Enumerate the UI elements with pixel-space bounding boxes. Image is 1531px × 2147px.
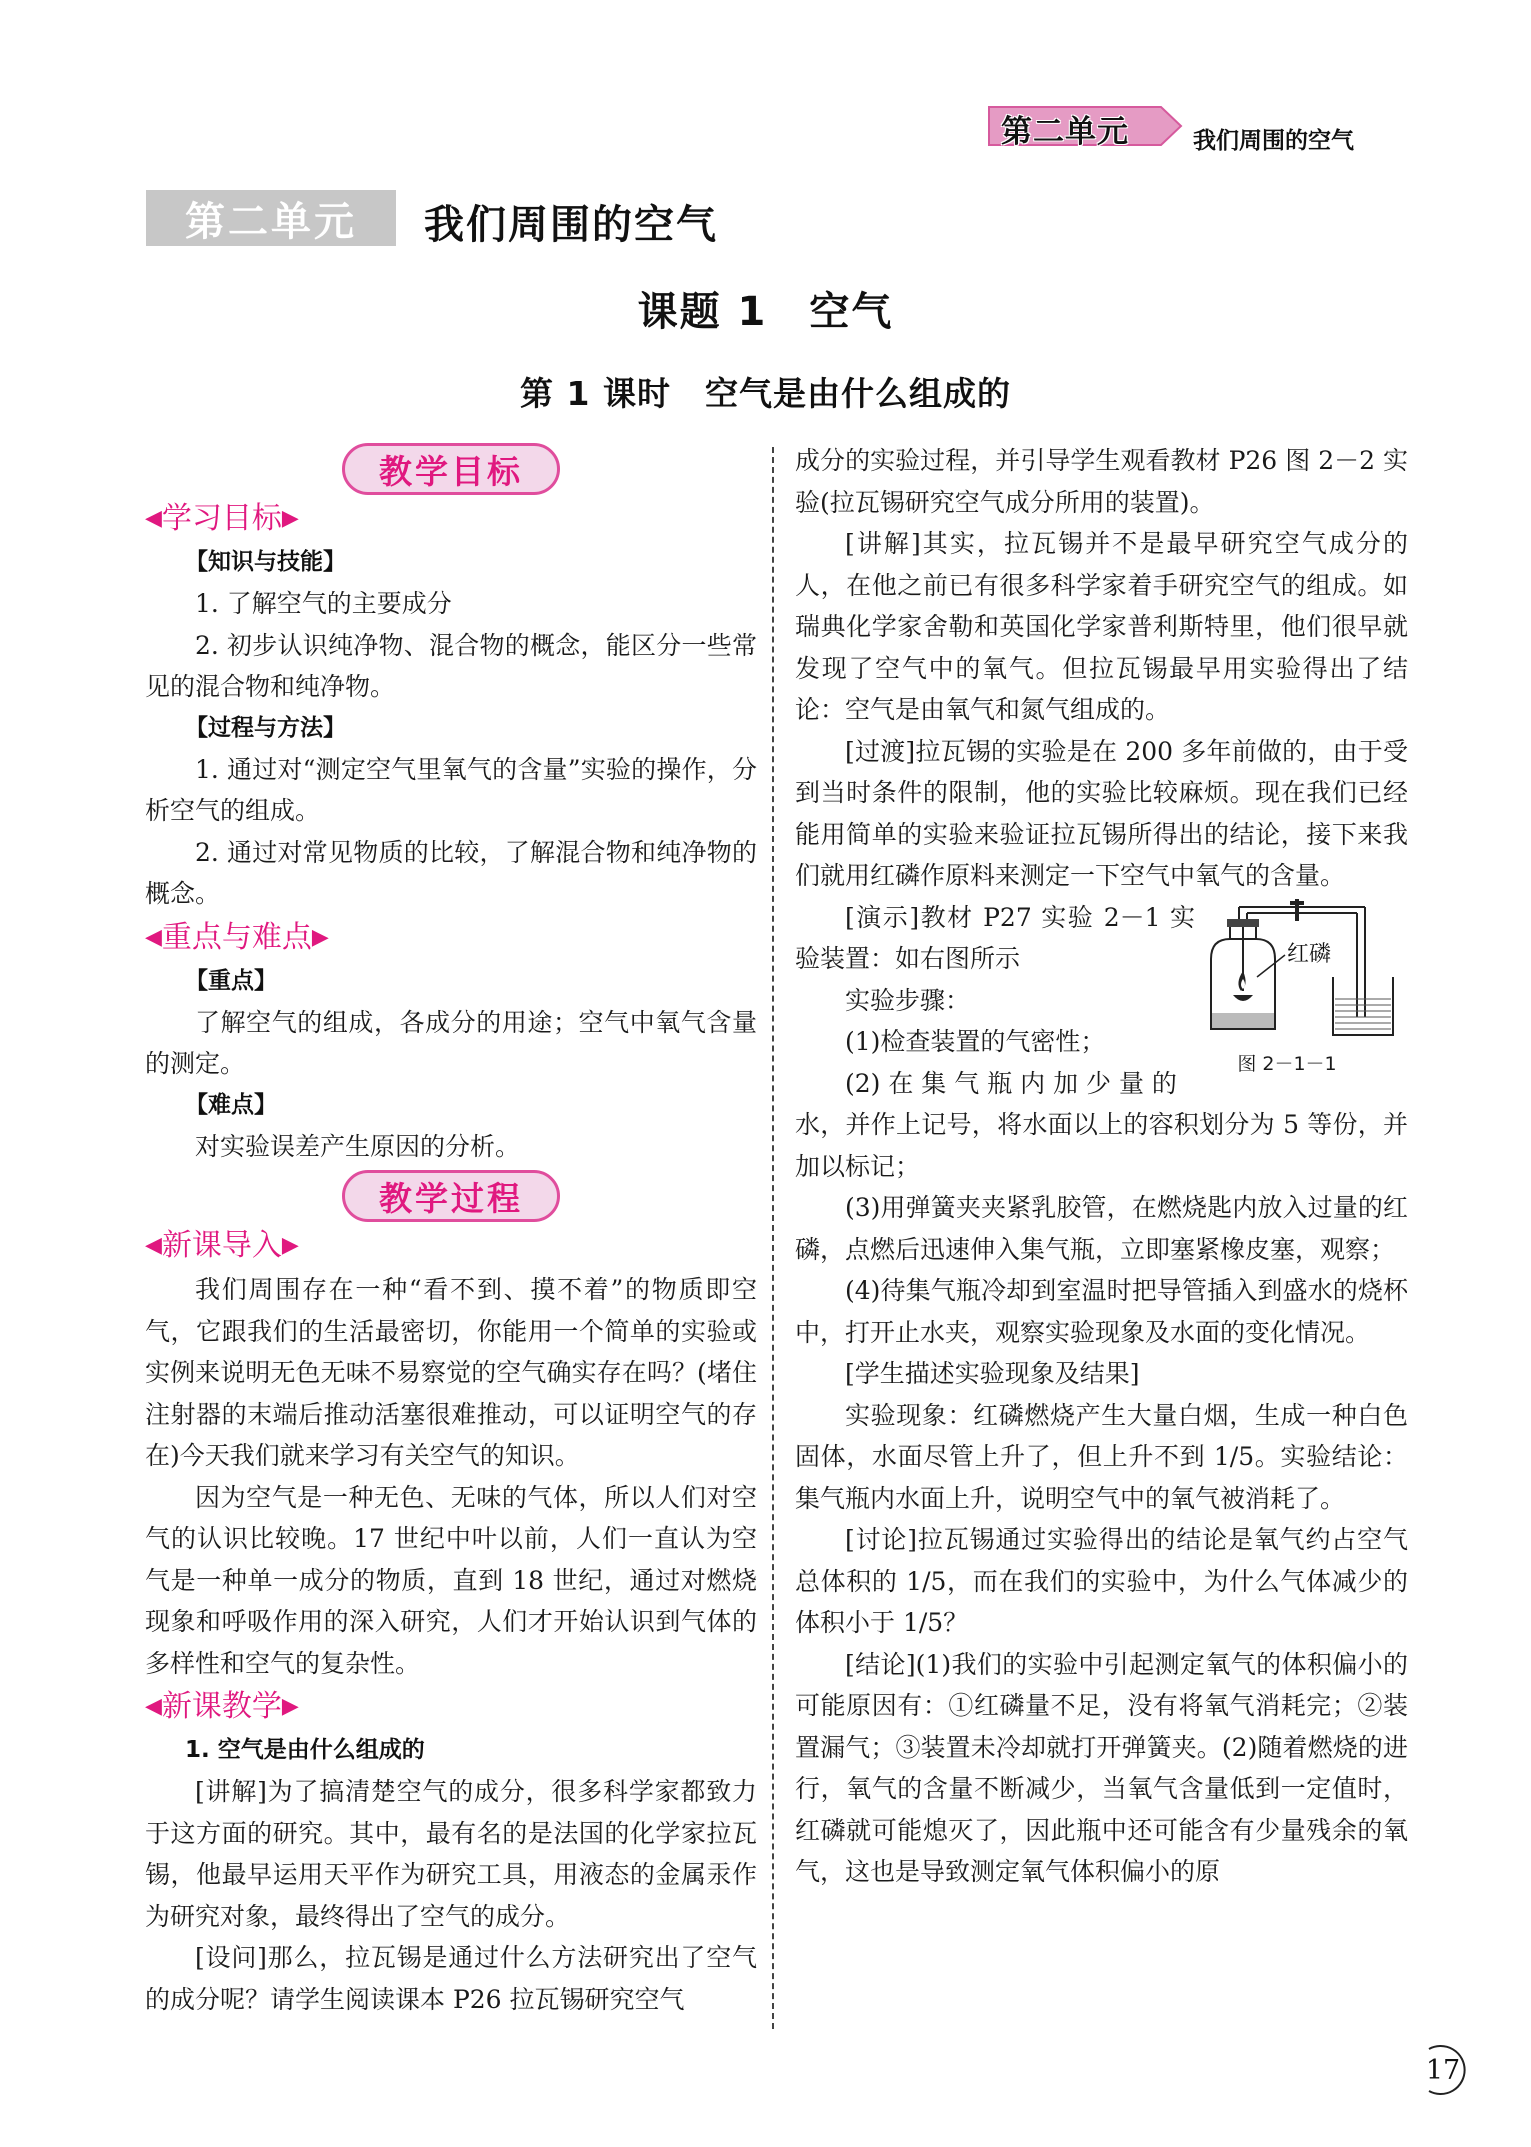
- subhead-air-composition: 1. 空气是由什么组成的: [185, 1737, 425, 1763]
- header-subtitle: 我们周围的空气: [1193, 128, 1354, 154]
- paragraph: 成分的实验过程，并引导学生观看教材 P26 图 2－2 实验(拉瓦锡研究空气成分所用的装置)。: [795, 446, 1408, 517]
- paragraph: [演示]教材 P27 实验 2－1 实验装置：如右图所示: [795, 902, 1195, 973]
- column-divider: [772, 447, 774, 2029]
- header-unit-tag: [985, 103, 1185, 149]
- figure-caption: 图 2－1－1: [1237, 1052, 1337, 1075]
- subhead-key: 【重点】: [185, 967, 277, 994]
- section-key-points: [145, 917, 757, 959]
- paragraph: 2. 通过对常见物质的比较，了解混合物和纯净物的概念。: [145, 837, 757, 908]
- paragraph: 实验现象：红磷燃烧产生大量白烟，生成一种白色固体，水面尽管上升了，但上升不到 1/5。实验结论：集气瓶内水面上升，说明空气中的氧气被消耗了。: [795, 1400, 1408, 1513]
- paragraph: 1. 了解空气的主要成分: [195, 589, 452, 618]
- subhead-knowledge: 【知识与技能】: [185, 549, 346, 575]
- left-triangle-icon: ◀: [145, 924, 162, 950]
- subhead-process: 【过程与方法】: [185, 714, 346, 741]
- paragraph: 因为空气是一种无色、无味的气体，所以人们对空气的认识比较晚。17 世纪中叶以前，人们一直认为空气是一种单一成分的物质，直到 18 世纪，通过对燃烧现象和呼吸作用的深入研究，人们才开始认识到气体的多样性和空气的复杂性。: [145, 1482, 757, 1678]
- section-new-lesson: [145, 1686, 757, 1728]
- right-column: [795, 440, 1408, 1893]
- page-number-text: 17: [1425, 2054, 1461, 2086]
- banner-teaching-goals: 教学目标: [342, 443, 560, 495]
- paragraph: [讲解]其实，拉瓦锡并不是最早研究空气成分的人，在他之前已有很多科学家着手研究空气的组成。如瑞典化学家舍勒和英国化学家普利斯特里，他们很早就发现了空气中的氧气。但拉瓦锡最早用实验得出了结论：空气是由氧气和氮气组成的。: [795, 529, 1408, 724]
- unit-title: 我们周围的空气: [424, 202, 718, 248]
- paragraph: 水，并作上记号，将水面以上的容积划分为 5 等份，并加以标记；: [795, 1110, 1408, 1181]
- section-intro: [145, 1225, 757, 1267]
- apparatus-diagram: [1197, 899, 1407, 1049]
- page-number: [1419, 2043, 1473, 2097]
- section-label: 新课教学: [161, 1689, 282, 1724]
- right-triangle-icon: ▶: [281, 1694, 299, 1719]
- left-column: [145, 440, 757, 2020]
- figure-label: 红磷: [1287, 941, 1332, 967]
- paragraph: [结论](1)我们的实验中引起测定氧气的体积偏小的可能原因有：①红磷量不足，没有将氧气消耗完；②装置漏气；③装置未冷却就打开弹簧夹。(2)随着燃烧的进行，氧气的含量不断减少，当氧气含量低到一定值时，红磷就可能熄灭了，因此瓶中还可能含有少量残余的氧气，这也是导致测定氧气体积偏小的原: [795, 1649, 1408, 1886]
- paragraph: (2) 在 集 气 瓶 内 加 少 量 的: [845, 1068, 1177, 1098]
- right-triangle-icon: ▶: [281, 506, 299, 531]
- section-learning-goals: [145, 498, 757, 540]
- left-triangle-icon: ◀: [145, 506, 162, 531]
- experiment-block: [795, 897, 1408, 1105]
- right-triangle-icon: ▶: [311, 924, 329, 950]
- header-tag-text: 第二单元: [1001, 114, 1129, 150]
- paragraph: [学生描述实验现象及结果]: [845, 1359, 1140, 1388]
- paragraph: 2. 初步认识纯净物、混合物的概念，能区分一些常见的混合物和纯净物。: [145, 630, 757, 701]
- subhead-difficulty: 【难点】: [185, 1091, 277, 1118]
- paragraph: [过渡]拉瓦锡的实验是在 200 多年前做的，由于受到当时条件的限制，他的实验比较麻烦。现在我们已经能用简单的实验来验证拉瓦锡所得出的结论，接下来我们就用红磷作原料来测定一下空气中氧气的含量。: [795, 736, 1408, 890]
- paragraph: 实验步骤：: [845, 985, 971, 1015]
- experiment-figure: [1197, 899, 1407, 1076]
- paragraph: [讨论]拉瓦锡通过实验得出的结论是氧气约占空气总体积的 1/5，而在我们的实验中，为什么气体减少的体积小于 1/5？: [795, 1525, 1408, 1637]
- section-label: 重点与难点: [161, 919, 312, 955]
- paragraph: (1)检查装置的气密性；: [845, 1027, 1106, 1056]
- paragraph: (3)用弹簧夹夹紧乳胶管，在燃烧匙内放入过量的红磷，点燃后迅速伸入集气瓶，立即塞紧橡皮塞，观察；: [795, 1193, 1408, 1264]
- left-triangle-icon: ◀: [145, 1233, 162, 1258]
- section-label: 学习目标: [161, 501, 282, 536]
- paragraph: 1. 通过对“测定空气里氧气的含量”实验的操作，分析空气的组成。: [145, 754, 757, 825]
- right-triangle-icon: ▶: [281, 1233, 299, 1258]
- unit-label: 第二单元: [146, 190, 396, 246]
- section-label: 新课导入: [161, 1228, 282, 1263]
- paragraph: 了解空气的组成，各成分的用途；空气中氧气含量的测定。: [145, 1007, 757, 1078]
- topic-title: 课题 1 空气: [637, 289, 894, 335]
- paragraph: (4)待集气瓶冷却到室温时把导管插入到盛水的烧杯中，打开止水夹，观察实验现象及水面的变化情况。: [795, 1276, 1408, 1347]
- paragraph: [讲解]为了搞清楚空气的成分，很多科学家都致力于这方面的研究。其中，最有名的是法国的化学家拉瓦锡，他最早运用天平作为研究工具，用液态的金属汞作为研究对象，最终得出了空气的成分。: [145, 1777, 757, 1931]
- banner-teaching-process: 教学过程: [342, 1170, 560, 1222]
- paragraph: 对实验误差产生原因的分析。: [195, 1131, 521, 1161]
- left-triangle-icon: ◀: [145, 1694, 162, 1719]
- paragraph: [设问]那么，拉瓦锡是通过什么方法研究出了空气的成分呢？请学生阅读课本 P26 拉瓦锡研究空气: [145, 1943, 757, 2014]
- paragraph: 我们周围存在一种“看不到、摸不着”的物质即空气，它跟我们的生活最密切，你能用一个简单的实验或实例来说明无色无味不易察觉的空气确实存在吗？(堵住注射器的末端后推动活塞很难推动，可以证明空气的存在)今天我们就来学习有关空气的知识。: [145, 1275, 757, 1470]
- lesson-title: 第 1 课时 空气是由什么组成的: [520, 374, 1011, 413]
